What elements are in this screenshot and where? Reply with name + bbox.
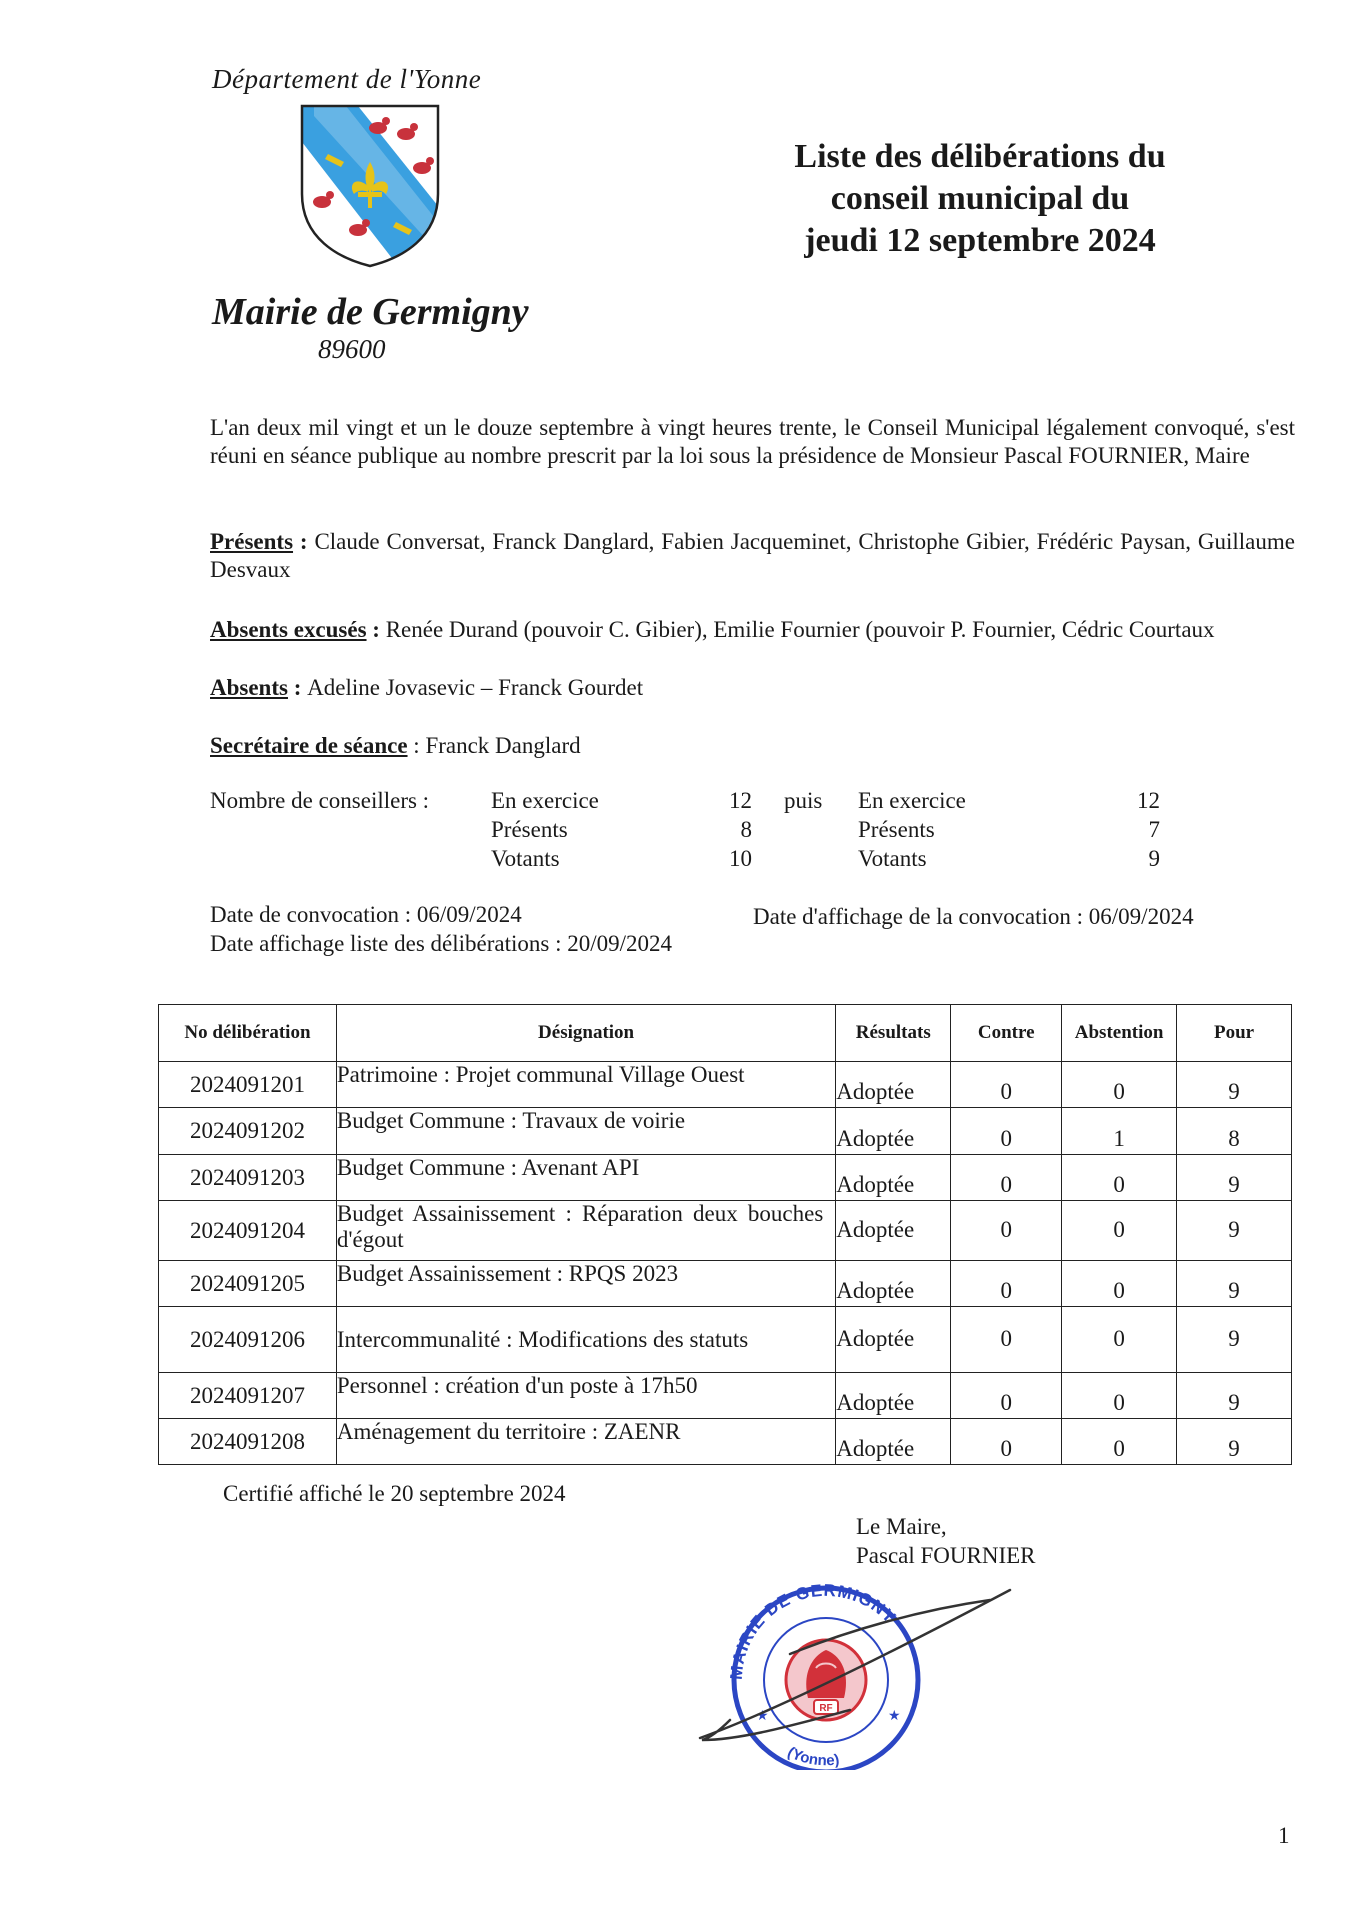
cell-pour: 9: [1177, 1155, 1292, 1201]
cell-designation: Budget Assainissement : Réparation deux bouches d'égout: [336, 1201, 835, 1261]
cell-designation: Budget Commune : Avenant API: [336, 1155, 835, 1201]
cell-designation: Personnel : création d'un poste à 17h50: [336, 1373, 835, 1419]
header-abstention: Abstention: [1062, 1005, 1177, 1062]
cell-abstention: 1: [1062, 1108, 1177, 1155]
header-designation: Désignation: [336, 1005, 835, 1062]
presents-separator: :: [293, 529, 315, 554]
cell-contre: 0: [951, 1062, 1062, 1108]
table-row: [159, 1155, 1292, 1201]
signer-name: Pascal FOURNIER: [856, 1543, 1036, 1568]
date-convocation: Date de convocation : 06/09/2024: [210, 902, 522, 927]
table-row: [159, 1419, 1292, 1465]
cell-numero: 2024091205: [159, 1261, 337, 1307]
absents-label: Absents: [210, 675, 288, 700]
cell-designation: Intercommunalité : Modifications des statuts: [336, 1307, 835, 1373]
cell-numero: 2024091201: [159, 1062, 337, 1108]
cell-abstention: 0: [1062, 1307, 1177, 1373]
cell-pour: 9: [1177, 1307, 1292, 1373]
stamp-center-text: RF: [819, 1703, 833, 1714]
count-value-votants-1: 10: [729, 846, 752, 871]
cell-numero: 2024091207: [159, 1373, 337, 1419]
cell-designation: Patrimoine : Projet communal Village Ouest: [336, 1062, 835, 1108]
absents-value: Adeline Jovasevic – Franck Gourdet: [307, 675, 644, 700]
cell-designation: Aménagement du territoire : ZAENR: [336, 1419, 835, 1465]
table-row: [159, 1307, 1292, 1373]
cell-pour: 9: [1177, 1261, 1292, 1307]
signer-block: [856, 1512, 1036, 1570]
presents-label: Présents: [210, 529, 294, 554]
date-affichage-liste: Date affichage liste des délibérations : 20/09/2024: [210, 931, 672, 956]
official-stamp-and-signature: [690, 1570, 1020, 1770]
table-row: [159, 1201, 1292, 1261]
postal-code: 89600: [318, 334, 386, 364]
cell-pour: 8: [1177, 1108, 1292, 1155]
document-title: [720, 136, 1240, 262]
secretaire-line: [210, 732, 1295, 760]
header-contre: Contre: [951, 1005, 1062, 1062]
table-header-row: [159, 1005, 1292, 1062]
cell-pour: 9: [1177, 1062, 1292, 1108]
counts-label: Nombre de conseillers :: [210, 788, 430, 813]
presents-line: [210, 528, 1295, 584]
cell-contre: 0: [951, 1307, 1062, 1373]
cell-pour: 9: [1177, 1373, 1292, 1419]
cell-designation: Budget Commune : Travaux de voirie: [336, 1108, 835, 1155]
cell-designation: Budget Assainissement : RPQS 2023: [336, 1261, 835, 1307]
count-value-exercice-2: 12: [1137, 788, 1160, 813]
secretaire-separator: :: [407, 733, 426, 758]
presents-value: Claude Conversat, Franck Danglard, Fabien Jacqueminet, Christophe Gibier, Frédéric Paysan, Guillaume Desvaux: [210, 529, 1295, 582]
date-affichage-convocation: Date d'affichage de la convocation : 06/09/2024: [753, 904, 1194, 929]
count-label-exercice-1: En exercice: [491, 788, 599, 813]
excuses-separator: :: [366, 617, 386, 642]
count-label-exercice-2: En exercice: [858, 788, 966, 813]
cell-abstention: 0: [1062, 1261, 1177, 1307]
cell-abstention: 0: [1062, 1419, 1177, 1465]
intro-paragraph: L'an deux mil vingt et un le douze septembre à vingt heures trente, le Conseil Municipal légalement convoqué, s'est réuni en séance publique au nombre prescrit par la loi sous la présidence de Monsieur Pascal FOURNIER, Maire: [210, 415, 1295, 468]
department-name: Département de l'Yonne: [212, 64, 482, 94]
absents-line: [210, 674, 1295, 702]
secretaire-label: Secrétaire de séance: [210, 733, 408, 758]
conseillers-counts: [0, 786, 1357, 886]
cell-numero: 2024091203: [159, 1155, 337, 1201]
title-line-3: jeudi 12 septembre 2024: [804, 222, 1156, 259]
header-pour: Pour: [1177, 1005, 1292, 1062]
count-value-votants-2: 9: [1148, 846, 1160, 871]
cell-abstention: 0: [1062, 1373, 1177, 1419]
cell-pour: 9: [1177, 1201, 1292, 1261]
deliberations-table: [158, 1004, 1292, 1465]
stamp-subtext: (Yonne): [784, 1743, 841, 1770]
count-label-votants-2: Votants: [858, 846, 927, 871]
cell-numero: 2024091202: [159, 1108, 337, 1155]
cell-numero: 2024091204: [159, 1201, 337, 1261]
svg-text:★: ★: [888, 1709, 901, 1724]
cell-contre: 0: [951, 1201, 1062, 1261]
cell-resultat: Adoptée: [836, 1419, 951, 1465]
signer-title: Le Maire,: [856, 1514, 947, 1539]
cell-resultat: Adoptée: [836, 1062, 951, 1108]
cell-abstention: 0: [1062, 1155, 1177, 1201]
mairie-name: Mairie de Germigny: [212, 291, 529, 333]
cell-pour: 9: [1177, 1419, 1292, 1465]
cell-resultat: Adoptée: [836, 1155, 951, 1201]
cell-resultat: Adoptée: [836, 1261, 951, 1307]
cell-abstention: 0: [1062, 1062, 1177, 1108]
certification-note: Certifié affiché le 20 septembre 2024: [223, 1481, 566, 1506]
cell-contre: 0: [951, 1261, 1062, 1307]
title-line-2: conseil municipal du: [830, 180, 1130, 217]
count-value-presents-1: 8: [740, 817, 752, 842]
cell-resultat: Adoptée: [836, 1373, 951, 1419]
absents-separator: :: [287, 675, 308, 700]
cell-numero: 2024091208: [159, 1419, 337, 1465]
cell-numero: 2024091206: [159, 1307, 337, 1373]
cell-resultat: Adoptée: [836, 1307, 951, 1373]
table-row: [159, 1108, 1292, 1155]
title-line-1: Liste des délibérations du: [794, 138, 1166, 175]
counts-puis: puis: [784, 788, 823, 813]
header-resultats: Résultats: [836, 1005, 951, 1062]
cell-contre: 0: [951, 1108, 1062, 1155]
cell-resultat: Adoptée: [836, 1201, 951, 1261]
count-label-presents-1: Présents: [491, 817, 568, 842]
header-numero: No délibération: [159, 1005, 337, 1062]
count-label-presents-2: Présents: [858, 817, 935, 842]
excuses-line: [210, 616, 1320, 644]
coat-of-arms-logo: [298, 102, 442, 270]
table-row: [159, 1062, 1292, 1108]
count-value-exercice-1: 12: [729, 788, 752, 813]
stamp-text: MAIRIE DE GERMIGNY: [726, 1580, 900, 1681]
secretaire-value: Franck Danglard: [425, 733, 581, 758]
table-row: [159, 1373, 1292, 1419]
excuses-label: Absents excusés: [210, 617, 367, 642]
cell-contre: 0: [951, 1155, 1062, 1201]
page-number: 1: [1278, 1823, 1290, 1848]
table-row: [159, 1261, 1292, 1307]
count-value-presents-2: 7: [1148, 817, 1160, 842]
excuses-value: Renée Durand (pouvoir C. Gibier), Emilie Fournier (pouvoir P. Fournier, Cédric Courtaux: [385, 617, 1215, 642]
cell-contre: 0: [951, 1419, 1062, 1465]
count-label-votants-1: Votants: [491, 846, 560, 871]
cell-resultat: Adoptée: [836, 1108, 951, 1155]
svg-text:★: ★: [756, 1709, 769, 1724]
cell-contre: 0: [951, 1373, 1062, 1419]
cell-abstention: 0: [1062, 1201, 1177, 1261]
